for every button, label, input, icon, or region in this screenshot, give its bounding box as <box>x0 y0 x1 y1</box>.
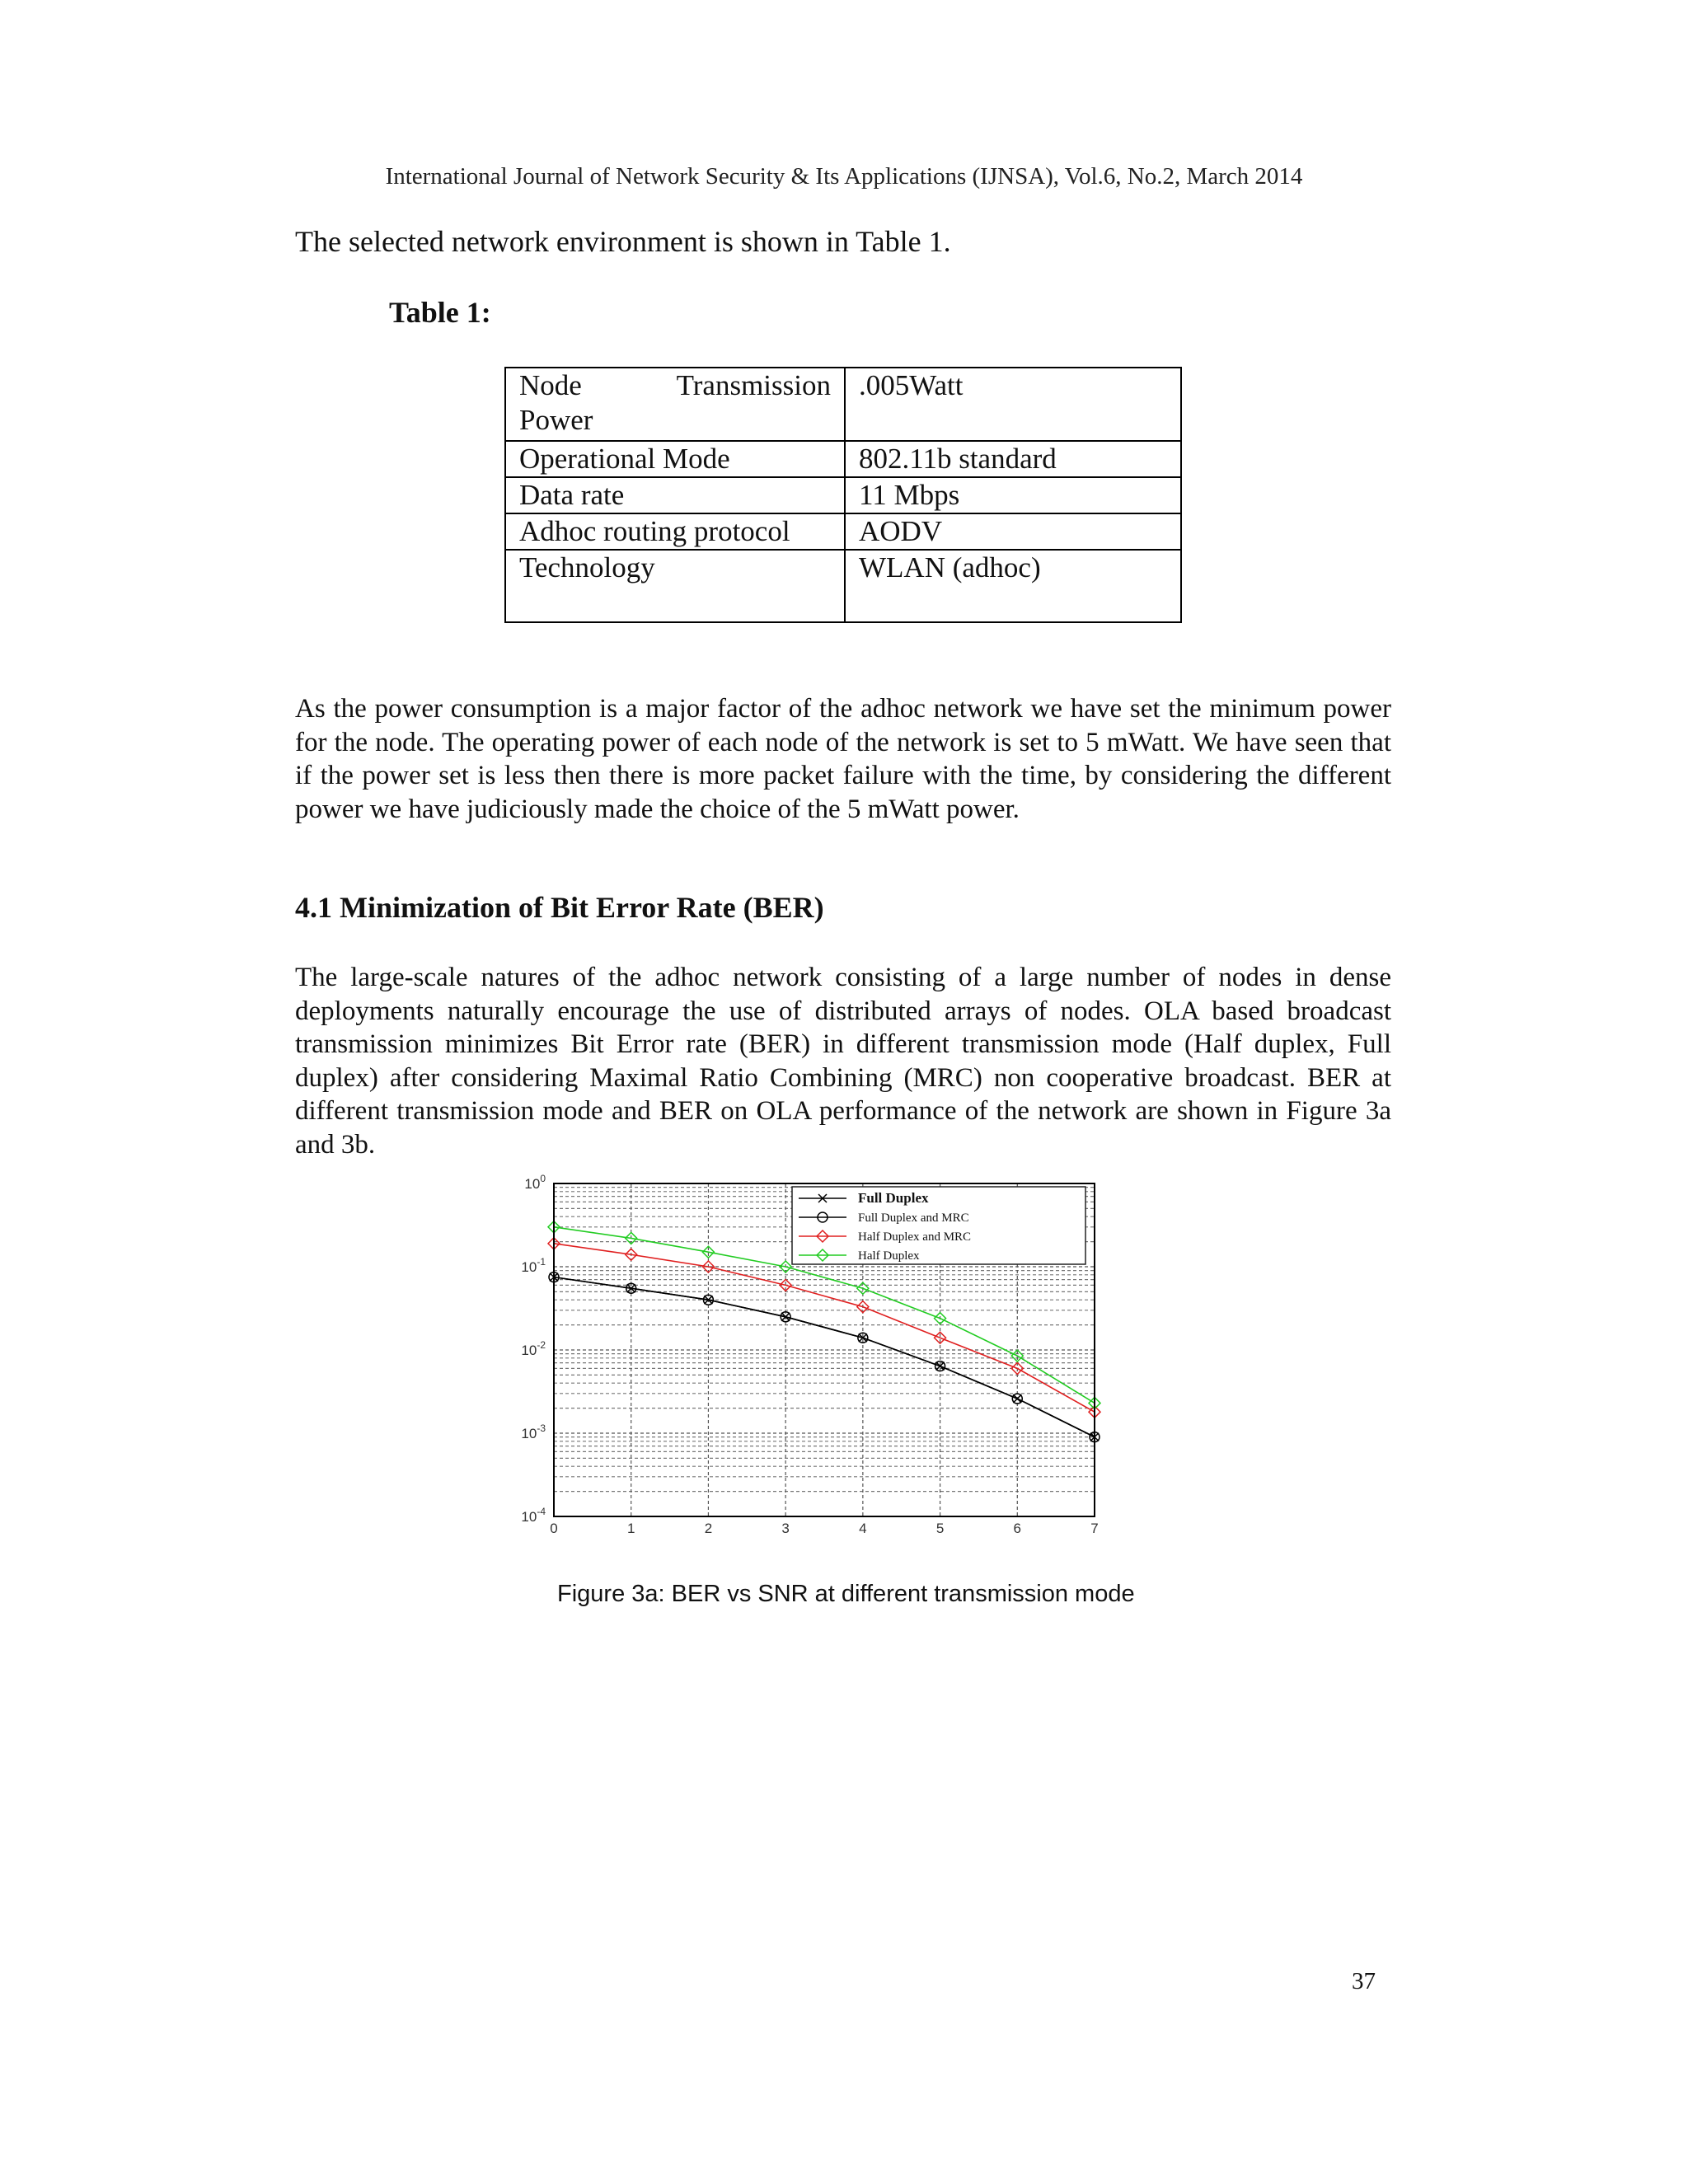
x-tick-label: 6 <box>1013 1521 1022 1536</box>
table-row <box>505 477 1181 513</box>
label-word: Node <box>519 369 582 401</box>
running-header: International Journal of Network Security & Its Applications (IJNSA), Vol.6, No.2, March 2014 <box>385 163 1303 190</box>
figure-caption-text: Figure 3a: BER vs SNR at different transmission mode <box>557 1581 1135 1607</box>
x-tick-label: 4 <box>859 1521 867 1536</box>
series-full-duplex <box>550 1273 1099 1441</box>
y-tick-label: $10^{-4}$ <box>521 1506 546 1525</box>
legend-label: Half Duplex <box>858 1249 920 1263</box>
y-tick-label: $10^{-2}$ <box>521 1339 546 1358</box>
table-cell-value: .005Watt <box>845 368 1181 441</box>
x-tick-label: 5 <box>935 1521 945 1536</box>
x-tick-label: 7 <box>1090 1521 1099 1536</box>
page-number: 37 <box>1352 1968 1376 1994</box>
legend-label: Full Duplex <box>858 1190 929 1206</box>
x-tick-label: 2 <box>704 1521 713 1536</box>
table-cell-value: AODV <box>845 513 1181 550</box>
legend-label: Full Duplex and MRC <box>858 1212 969 1225</box>
table-cell-label: Technology <box>505 550 845 622</box>
x-tick-label: 1 <box>626 1521 635 1536</box>
label-word: Transmission <box>676 369 831 401</box>
table-row <box>505 513 1181 550</box>
x-tick-label: 0 <box>550 1521 558 1536</box>
table-row <box>505 368 1181 441</box>
table-row <box>505 550 1181 622</box>
table-cell-label: Adhoc routing protocol <box>505 513 845 550</box>
body-paragraph: The large-scale natures of the adhoc network consisting of a large number of nodes in dense deployments naturally encourage the use of distributed arrays of nodes. OLA based broadcast transmission minimizes Bit Error rate (BER) in different transmission mode (Half duplex, Full duplex) after considering Maximal Ratio Combining (MRC) non cooperative broadcast. BER at different transmission mode and BER on OLA performance of the network are shown in Figure 3a and 3b. <box>295 963 1391 1160</box>
table-caption: Table 1: <box>389 296 491 329</box>
table-cell-value: 11 Mbps <box>845 477 1181 513</box>
y-tick-label: $10^{-3}$ <box>521 1422 546 1441</box>
body-paragraph: As the power consumption is a major factor of the adhoc network we have set the minimum power for the node. The operating power of each node of the network is set to 5 mWatt. We have seen that if the power set is less then there is more packet failure with the time, by considering the different power we have judiciously made the choice of the 5 mWatt power. <box>295 694 1391 824</box>
table-cell-value: WLAN (adhoc) <box>845 550 1181 622</box>
x-tick-label: 3 <box>781 1521 790 1536</box>
y-tick-label: $10^{-1}$ <box>521 1256 546 1275</box>
network-environment-table <box>504 367 1182 623</box>
table-cell-label: Operational Mode <box>505 441 845 477</box>
table-row <box>505 441 1181 477</box>
intro-line: The selected network environment is shown in Table 1. <box>295 225 951 258</box>
table-cell-value: 802.11b standard <box>845 441 1181 477</box>
table-cell-label: Data rate <box>505 477 845 513</box>
label-line <box>519 368 831 403</box>
chart-legend <box>792 1187 1085 1264</box>
section-heading: 4.1 Minimization of Bit Error Rate (BER) <box>295 891 824 924</box>
legend-label: Half Duplex and MRC <box>858 1230 972 1244</box>
table-cell-label <box>505 368 845 441</box>
ber-vs-snr-chart <box>504 1169 1106 1541</box>
label-continuation: Power <box>519 404 593 436</box>
y-tick-label: $10^0$ <box>524 1173 546 1192</box>
